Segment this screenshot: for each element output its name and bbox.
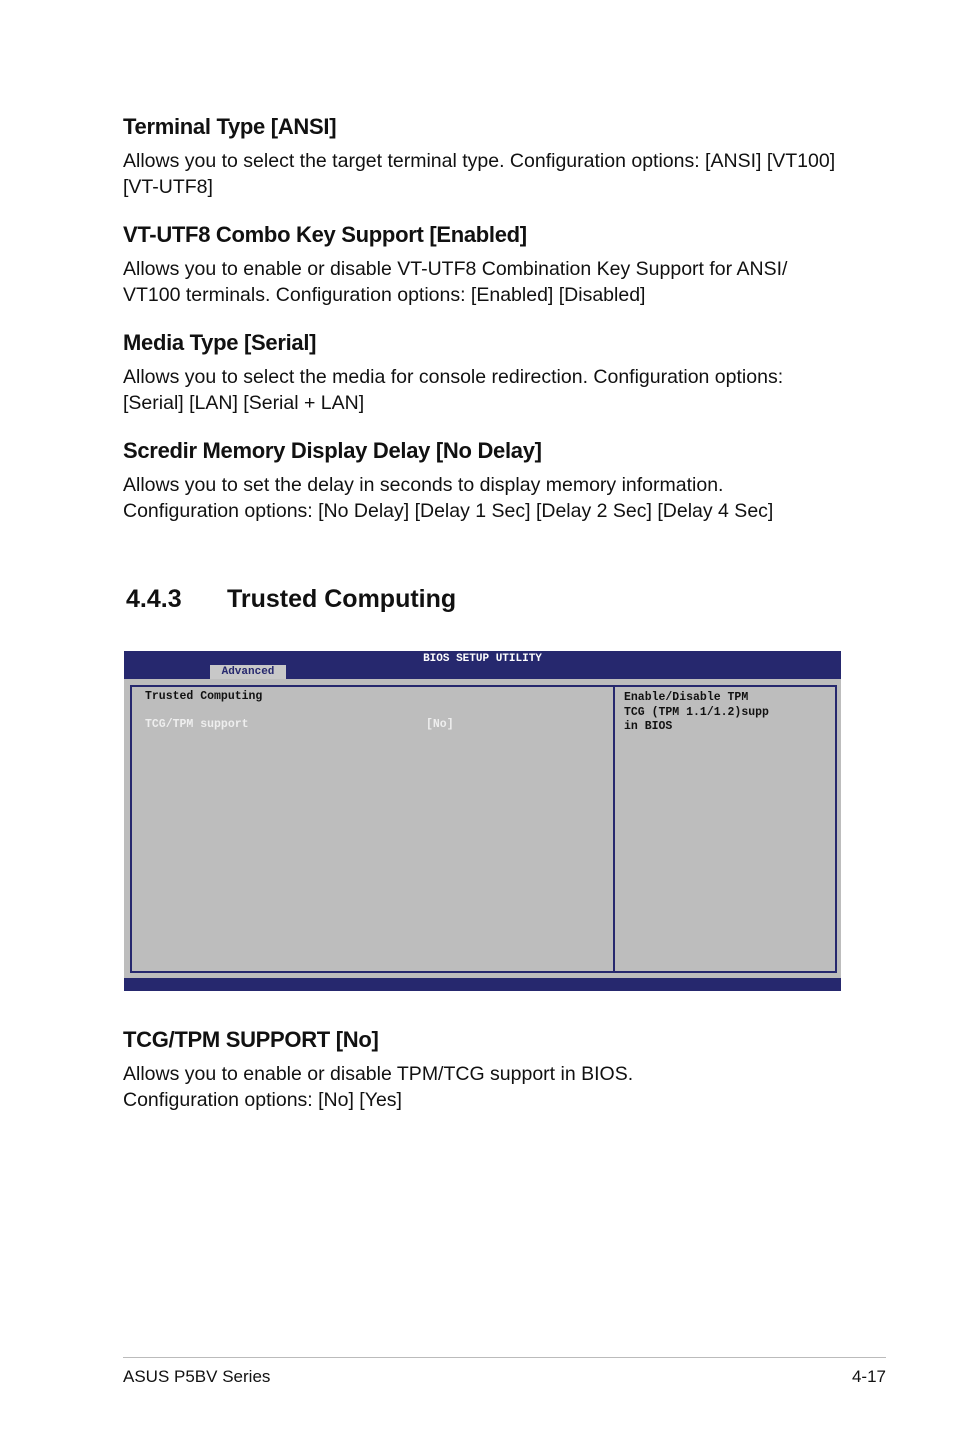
footer-product: ASUS P5BV Series [123,1367,271,1386]
paragraph-line: Allows you to select the target terminal type. Configuration options: [ANSI] [VT100] [123,150,836,172]
bios-menu-title: Trusted Computing [145,690,263,703]
bios-item-tcg-tpm-value[interactable]: [No] [426,718,454,731]
paragraph-terminal-type [123,148,853,200]
bios-tab-advanced[interactable]: Advanced [210,665,286,679]
footer-page-number: 4-17 [851,1367,886,1386]
paragraph-line: Allows you to set the delay in seconds to display memory information. [123,474,724,496]
paragraph-line: Allows you to select the media for console redirection. Configuration options: [123,366,784,388]
heading-terminal-type: Terminal Type [ANSI] [123,114,337,139]
section-title: Trusted Computing [227,585,457,613]
heading-tcg-tpm-support: TCG/TPM SUPPORT [No] [123,1027,379,1052]
paragraph-line: [VT-UTF8] [123,176,213,198]
bios-help-line: TCG (TPM 1.1/1.2)supp [624,705,769,719]
paragraph-line: Configuration options: [No Delay] [Delay 1 Sec] [Delay 2 Sec] [Delay 4 Sec] [123,500,774,522]
paragraph-line: [Serial] [LAN] [Serial + LAN] [123,392,365,414]
footer-divider [123,1357,886,1358]
heading-media-type: Media Type [Serial] [123,330,317,355]
paragraph-line: VT100 terminals. Configuration options: [Enabled] [Disabled] [123,284,646,306]
bios-menu-panel [130,685,615,973]
paragraph-scredir-memory-delay [123,472,853,524]
bios-help-panel [613,685,837,973]
bios-screenshot [124,651,841,991]
paragraph-line: Allows you to enable or disable TPM/TCG support in BIOS. [123,1063,634,1085]
bios-help-line: in BIOS [624,720,673,733]
heading-scredir-memory-delay: Scredir Memory Display Delay [No Delay] [123,438,542,463]
section-number: 4.4.3 [126,585,182,613]
paragraph-media-type [123,364,853,416]
bios-bottom-bar [124,978,841,991]
paragraph-vt-utf8-combo-key [123,256,853,308]
bios-item-tcg-tpm-label[interactable]: TCG/TPM support [145,718,249,731]
paragraph-line: Configuration options: [No] [Yes] [123,1089,402,1111]
heading-vt-utf8-combo-key: VT-UTF8 Combo Key Support [Enabled] [123,222,527,247]
paragraph-line: Allows you to enable or disable VT-UTF8 Combination Key Support for ANSI/ [123,258,788,280]
bios-title: BIOS SETUP UTILITY [423,653,542,665]
paragraph-tcg-tpm-support [123,1061,853,1113]
bios-help-line: Enable/Disable TPM [624,691,749,704]
